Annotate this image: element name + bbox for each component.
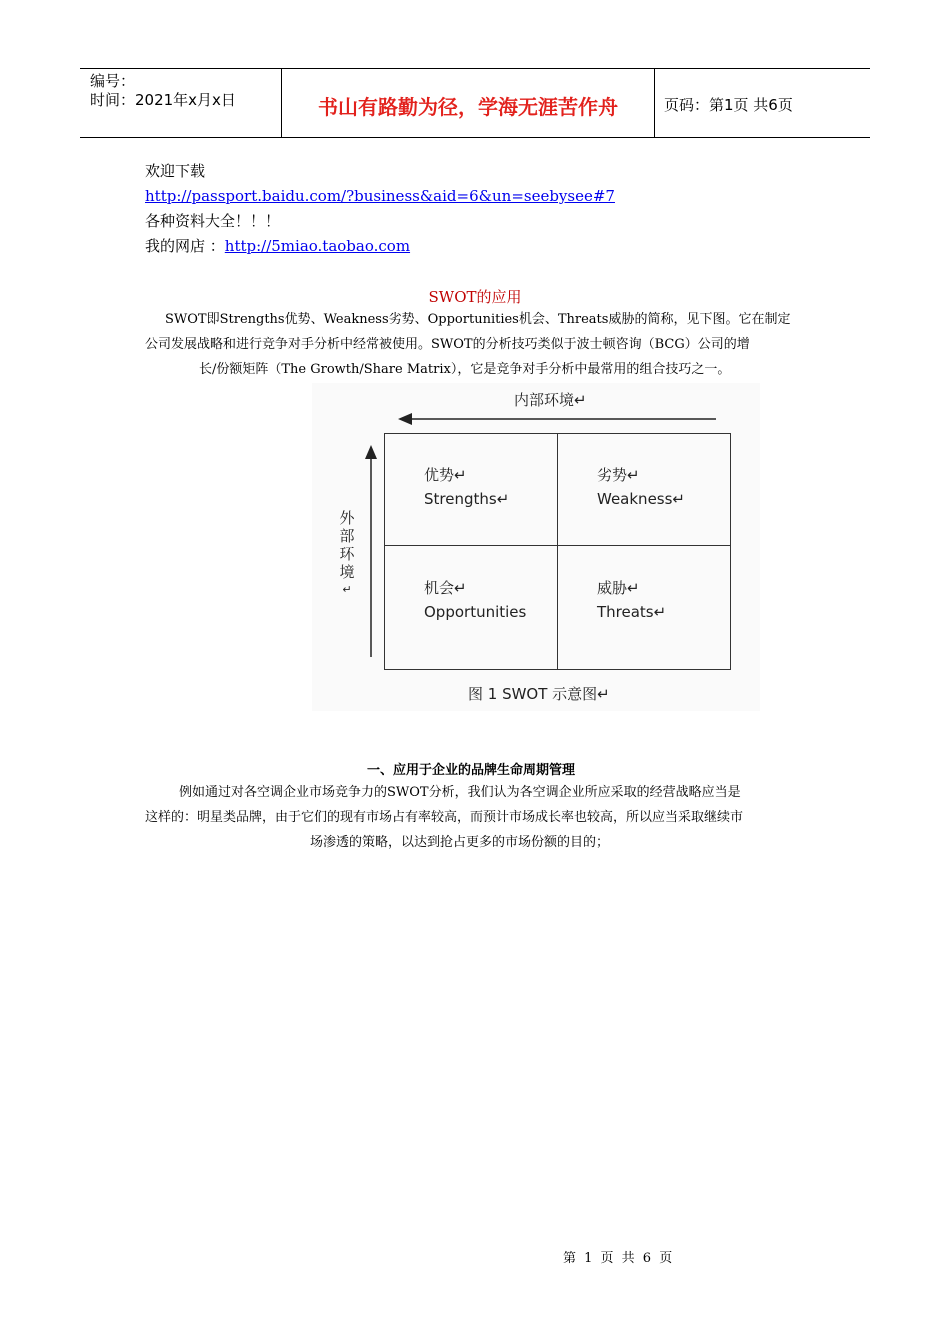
weakness-cn: 劣势↵ — [597, 466, 640, 484]
threats-cn: 威胁↵ — [597, 579, 640, 597]
external-axis-arrowhead — [365, 445, 377, 459]
opportunities-en: Opportunities — [424, 603, 527, 621]
header-motto: 书山有路勤为径，学海无涯苦作舟 — [318, 95, 618, 119]
paragraph-1-line-2: 公司发展战略和进行竞争对手分析中经常被使用。SWOT的分析技巧类似于波士顿咨询（BCG）公司的增 — [145, 337, 750, 352]
section-1-heading: 一、应用于企业的品牌生命周期管理 — [366, 763, 575, 778]
weakness-en: Weakness↵ — [597, 490, 685, 508]
materials-text: 各种资料大全！！！ — [145, 212, 281, 230]
threats-label — [597, 576, 666, 624]
figure-caption: 图 1 SWOT 示意图↵ — [468, 685, 610, 703]
paragraph-2-line-2: 这样的：明星类品牌，由于它们的现有市场占有率较高，而预计市场成长率也较高，所以应当采取继续市 — [145, 810, 744, 825]
paragraph-2-line-3: 场渗透的策略，以达到抢占更多的市场份额的目的； — [310, 835, 610, 850]
document-number-label: 编号： — [90, 72, 136, 90]
paragraph-1-line-3: 长/份额矩阵（The Growth/Share Matrix），它是竞争对手分析中最常用的组合技巧之一。 — [199, 362, 731, 377]
header-info-cell — [80, 69, 282, 137]
baidu-link[interactable]: http://passport.baidu.com/?business&aid=6&un=seebysee#7 — [145, 187, 615, 205]
strengths-cn: 优势↵ — [424, 466, 467, 484]
document-header — [80, 68, 870, 138]
internal-axis-arrowhead — [398, 413, 412, 425]
welcome-text: 欢迎下载 — [145, 162, 206, 180]
shop-label: 我的网店 ： — [145, 237, 225, 255]
weakness-label — [597, 463, 685, 511]
internal-environment-label: 内部环境↵ — [514, 391, 587, 409]
baidu-link-line — [145, 186, 615, 206]
article-title: SWOT的应用 — [428, 288, 522, 306]
header-page-label: 页码：第1页 共6页 — [664, 96, 793, 114]
external-environment-mark: ↵ — [342, 583, 352, 596]
threats-en: Threats↵ — [597, 603, 667, 621]
paragraph-2-line-1: 例如通过对各空调企业市场竞争力的SWOT分析，我们认为各空调企业所应采取的经营战略应当是 — [179, 785, 741, 800]
shop-link[interactable]: http://5miao.taobao.com — [224, 237, 411, 255]
external-environment-label — [338, 509, 356, 599]
swot-diagram — [312, 383, 760, 711]
opportunities-label — [424, 576, 526, 624]
shop-line — [145, 236, 410, 256]
external-environment-text: 外部环境 — [339, 509, 355, 581]
footer-page-number: 第 1 页 共 6 页 — [563, 1251, 675, 1266]
strengths-label — [424, 463, 509, 511]
opportunities-cn: 机会↵ — [424, 579, 467, 597]
document-time-label: 时间：2021年x月x日 — [90, 91, 236, 109]
paragraph-1-line-1: SWOT即Strengths优势、Weakness劣势、Opportunities机会、Threats威胁的简称，见下图。它在制定 — [165, 312, 791, 327]
header-page-cell — [655, 69, 870, 137]
strengths-en: Strengths↵ — [424, 490, 510, 508]
header-motto-cell — [282, 69, 655, 137]
